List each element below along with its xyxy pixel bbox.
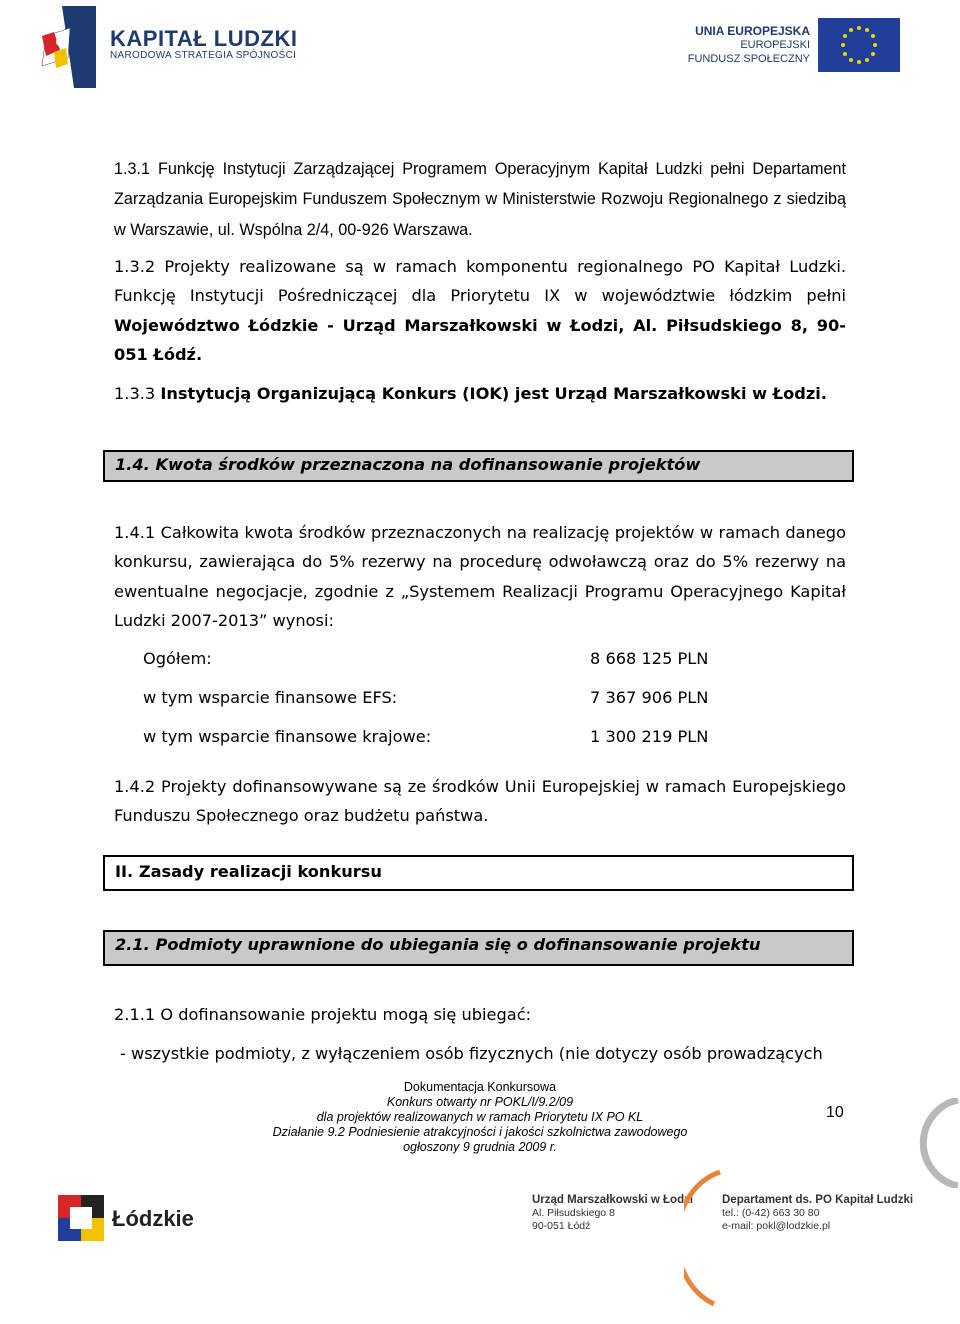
paragraph-1-3-3: 1.3.3 Instytucją Organizującą Konkurs (IOK) jest Urząd Marszałkowski w Łodzi. bbox=[114, 384, 827, 403]
paragraph-1-4-2: 1.4.2 Projekty dofinansowywane są ze środków Unii Europejskiej w ramach Europejskiego Funduszu Społecznego oraz budżetu państwa. bbox=[114, 777, 846, 826]
footer-line4: Działanie 9.2 Podniesienie atrakcyjności i jakości szkolnictwa zawodowego bbox=[272, 1125, 688, 1139]
um-address-1: Al. Piłsudskiego 8 bbox=[532, 1207, 615, 1219]
paragraph-1-3-2-bold: Województwo Łódzkie - Urząd Marszałkowski w Łodzi, Al. Piłsudskiego 8, 90-051 Łódź. bbox=[114, 315, 846, 365]
eu-flag-icon bbox=[818, 18, 900, 72]
paragraph-1-3-2: 1.3.2 Projekty realizowane są w ramach komponentu regionalnego PO Kapitał Ludzki. Funkcję Instytucji Pośredniczącej dla Priorytetu IX w województwie łódzkim pełni Województwo Łódzkie - Urząd Marszałkowski w Łodzi, Al. Piłsudskiego 8, 90-051 Łódź. bbox=[114, 257, 846, 365]
lodzkie-logo-icon bbox=[58, 1195, 104, 1241]
kapital-ludzki-subtitle: NARODOWA STRATEGIA SPÓJNOŚCI bbox=[110, 50, 297, 61]
decorative-arc-icon bbox=[908, 1098, 960, 1188]
footer-line3: dla projektów realizowanych w ramach Priorytetu IX PO KL bbox=[316, 1110, 644, 1124]
department-name: Departament ds. PO Kapitał Ludzki bbox=[722, 1194, 914, 1206]
amount-value-total: 8 668 125 PLN bbox=[590, 649, 709, 668]
footer-line2: Konkurs otwarty nr POKL/I/9.2/09 bbox=[386, 1095, 574, 1109]
kapital-ludzki-title: KAPITAŁ LUDZKI bbox=[110, 26, 298, 51]
footer-line1: Dokumentacja Konkursowa bbox=[403, 1080, 557, 1094]
eu-label-line1: UNIA EUROPEJSKA bbox=[695, 24, 810, 38]
department-email: e-mail: pokl@lodzkie.pl bbox=[722, 1220, 831, 1232]
section-heading-1-4: 1.4. Kwota środków przeznaczona na dofinansowanie projektów bbox=[103, 450, 854, 482]
kapital-ludzki-logo-icon bbox=[40, 6, 96, 88]
amount-label-total: Ogółem: bbox=[143, 649, 212, 668]
um-address-2: 90-051 Łódź bbox=[532, 1220, 591, 1232]
amount-label-efs: w tym wsparcie finansowe EFS: bbox=[143, 688, 398, 707]
amount-value-national: 1 300 219 PLN bbox=[590, 727, 709, 746]
lodzkie-name: Łódzkie bbox=[112, 1206, 194, 1231]
paragraph-1-3-1: 1.3.1 Funkcję Instytucji Zarządzającej Programem Operacyjnym Kapitał Ludzki pełni Departament Zarządzania Europejskim Funduszem Społecznym w Ministerstwie Rozwoju Regionalnego z siedzibą w Warszawie, ul. Wspólna 2/4, 00-926 Warszawa. bbox=[114, 160, 846, 239]
paragraph-1-4-1: 1.4.1 Całkowita kwota środków przeznaczonych na realizację projektów w ramach danego konkursu, zawierająca do 5% rezerwy na procedurę odwoławczą oraz do 5% rezerwy na ewentualne negocjacje, zgodnie z „Systemem Realizacji Programu Operacyjnego Kapitał Ludzki 2007-2013” wynosi: bbox=[114, 523, 846, 631]
amount-value-efs: 7 367 906 PLN bbox=[590, 688, 709, 707]
amount-label-national: w tym wsparcie finansowe krajowe: bbox=[143, 727, 432, 746]
orange-arc-icon bbox=[684, 1168, 724, 1308]
department-phone: tel.: (0-42) 663 30 80 bbox=[722, 1207, 820, 1219]
paragraph-2-1-1-bullet: - wszystkie podmioty, z wyłączeniem osób fizycznych (nie dotyczy osób prowadzących bbox=[120, 1044, 823, 1063]
eu-label-line2: EUROPEJSKI bbox=[740, 39, 810, 51]
section-heading-2-1: 2.1. Podmioty uprawnione do ubiegania się o dofinansowanie projektu bbox=[103, 930, 854, 966]
footer-line5: ogłoszony 9 grudnia 2009 r. bbox=[403, 1140, 557, 1154]
page-number: 10 bbox=[826, 1104, 844, 1121]
um-name: Urząd Marszałkowski w Łodzi bbox=[532, 1194, 694, 1206]
um-contact-block bbox=[532, 1194, 693, 1233]
section-heading-II: II. Zasady realizacji konkursu bbox=[103, 855, 854, 891]
department-contact-block bbox=[722, 1194, 913, 1233]
paragraph-2-1-1: 2.1.1 O dofinansowanie projektu mogą się ubiegać: bbox=[114, 1005, 532, 1024]
eu-label-line3: FUNDUSZ SPOŁECZNY bbox=[687, 53, 810, 65]
footer-doc-info bbox=[250, 1080, 710, 1155]
